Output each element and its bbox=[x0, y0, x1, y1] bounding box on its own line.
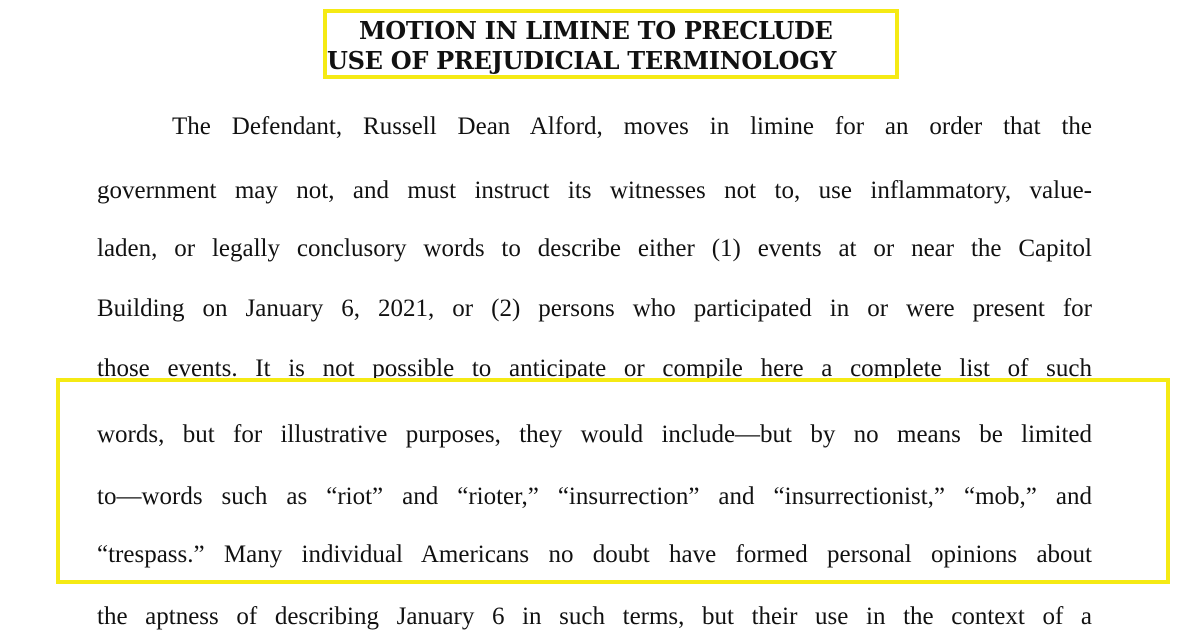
body-text-line: Building on January 6, 2021, or (2) persons who participated in or were present for bbox=[97, 295, 1092, 322]
body-text-line: The Defendant, Russell Dean Alford, moves in limine for an order that the bbox=[172, 113, 1092, 140]
passage-highlight-box bbox=[56, 378, 1170, 584]
body-text-line: government may not, and must instruct its witnesses not to, use inflammatory, value- bbox=[97, 177, 1092, 204]
motion-title-line-2: USE OF PREJUDICIAL TERMINOLOGY bbox=[327, 46, 837, 75]
body-text-line: words, but for illustrative purposes, they would include—but by no means be limited bbox=[97, 421, 1092, 448]
body-text-line: “trespass.” Many individual Americans no doubt have formed personal opinions about bbox=[97, 541, 1092, 568]
body-text-line: the aptness of describing January 6 in such terms, but their use in the context of a bbox=[97, 603, 1092, 630]
motion-title-line-1: MOTION IN LIMINE TO PRECLUDE bbox=[359, 16, 833, 45]
body-text-line: to—words such as “riot” and “rioter,” “insurrection” and “insurrectionist,” “mob,” and bbox=[97, 483, 1092, 510]
body-text-line: those events. It is not possible to anticipate or compile here a complete list of such bbox=[97, 355, 1092, 382]
body-text-line: laden, or legally conclusory words to describe either (1) events at or near the Capitol bbox=[97, 235, 1092, 262]
